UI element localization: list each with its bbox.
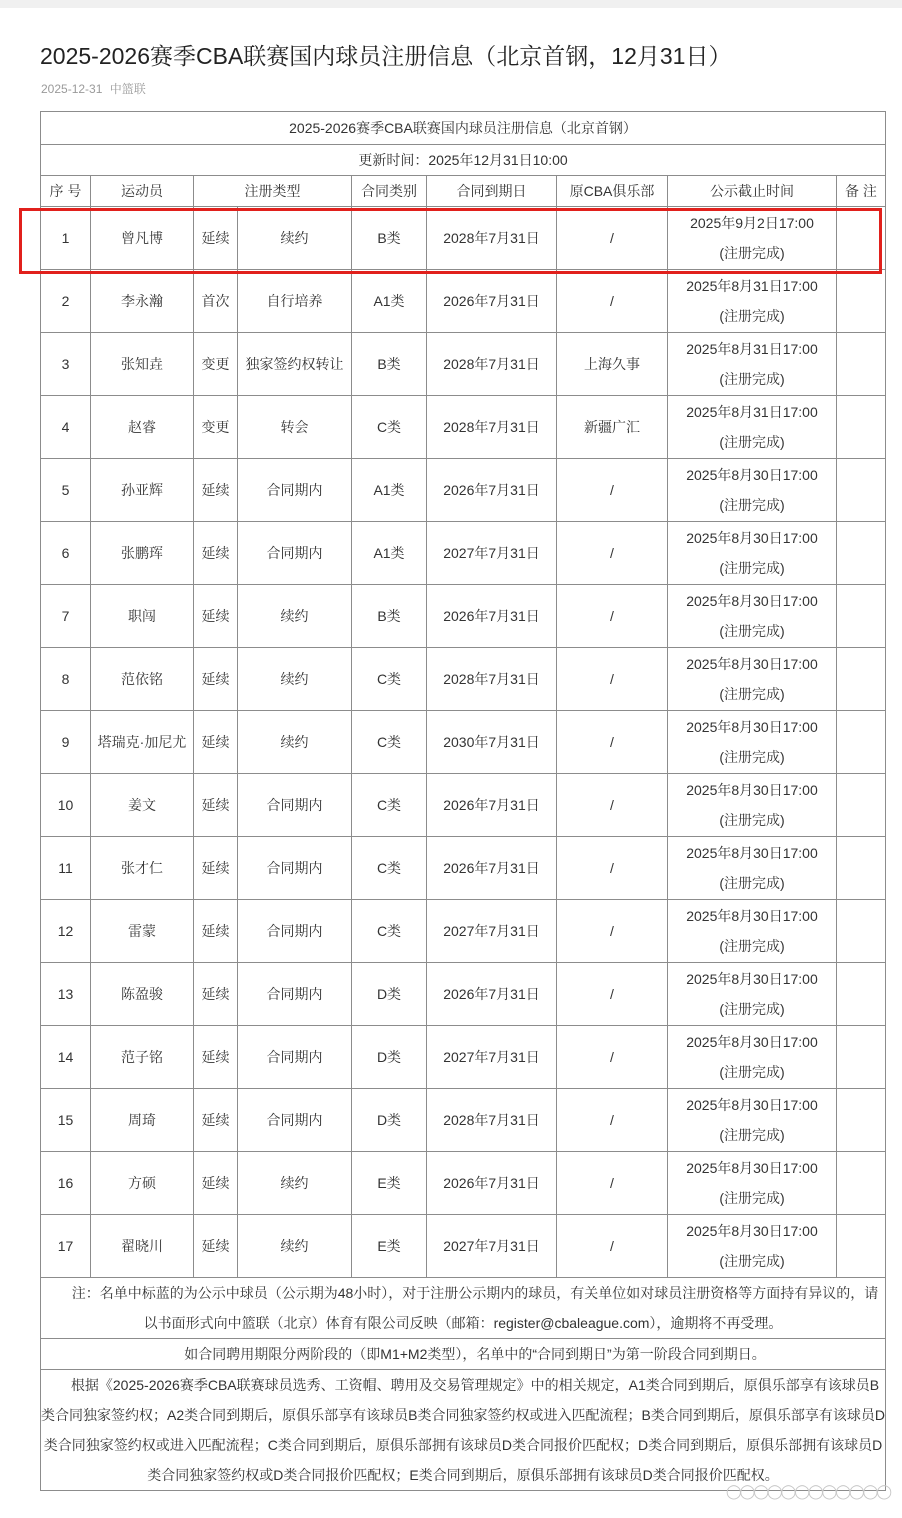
registration-status: (注册完成) <box>719 371 785 387</box>
cell-no: 10 <box>41 774 91 837</box>
cell-prev-club: / <box>557 270 668 333</box>
cell-remark <box>837 648 886 711</box>
cell-deadline <box>668 1215 837 1278</box>
cell-contract-class: A1类 <box>352 522 427 585</box>
cell-expiry: 2026年7月31日 <box>427 963 557 1026</box>
cell-no: 9 <box>41 711 91 774</box>
cell-player: 张才仁 <box>91 837 194 900</box>
cell-reg-subtype: 续约 <box>238 1152 352 1215</box>
note-cell <box>41 1278 886 1339</box>
registration-table <box>40 111 886 1491</box>
cell-no: 5 <box>41 459 91 522</box>
cell-reg-subtype: 续约 <box>238 207 352 270</box>
table-row <box>41 522 886 585</box>
cell-deadline <box>668 333 837 396</box>
table-row <box>41 963 886 1026</box>
table-row <box>41 1215 886 1278</box>
cell-remark <box>837 270 886 333</box>
cell-contract-class: C类 <box>352 711 427 774</box>
cell-deadline <box>668 270 837 333</box>
table-row <box>41 1089 886 1152</box>
cell-reg-type: 变更 <box>194 396 238 459</box>
cell-player: 职闯 <box>91 585 194 648</box>
deadline-time: 2025年8月30日17:00 <box>686 908 818 924</box>
cell-deadline <box>668 900 837 963</box>
note-text: 如合同聘用期限分两阶段的（即M1+M2类型），名单中的“合同到期日”为第一阶段合同到期日。 <box>184 1346 766 1362</box>
cell-prev-club: 新疆广汇 <box>557 396 668 459</box>
table-row <box>41 207 886 270</box>
article-meta <box>41 80 150 97</box>
table-row <box>41 270 886 333</box>
table-row <box>41 333 886 396</box>
cell-deadline <box>668 648 837 711</box>
cell-contract-class: A1类 <box>352 459 427 522</box>
cell-contract-class: C类 <box>352 648 427 711</box>
cell-deadline <box>668 522 837 585</box>
deadline-time: 2025年8月30日17:00 <box>686 593 818 609</box>
cell-deadline <box>668 1152 837 1215</box>
table-row <box>41 837 886 900</box>
header-remark: 备 注 <box>837 176 886 207</box>
update-time: 更新时间：2025年12月31日10:00 <box>41 145 886 176</box>
registration-status: (注册完成) <box>719 1001 785 1017</box>
cell-reg-type: 延续 <box>194 1026 238 1089</box>
page-title: 2025-2026赛季CBA联赛国内球员注册信息（北京首钢，12月31日） <box>40 43 732 69</box>
cell-remark <box>837 963 886 1026</box>
cell-remark <box>837 396 886 459</box>
cell-reg-type: 延续 <box>194 1089 238 1152</box>
cell-remark <box>837 585 886 648</box>
cell-deadline <box>668 711 837 774</box>
cell-expiry: 2026年7月31日 <box>427 837 557 900</box>
table-row <box>41 396 886 459</box>
deadline-time: 2025年8月30日17:00 <box>686 530 818 546</box>
registration-status: (注册完成) <box>719 497 785 513</box>
cell-contract-class: B类 <box>352 333 427 396</box>
table-row <box>41 711 886 774</box>
cell-no: 1 <box>41 207 91 270</box>
cell-player: 赵睿 <box>91 396 194 459</box>
cell-reg-subtype: 合同期内 <box>238 837 352 900</box>
cell-reg-type: 延续 <box>194 648 238 711</box>
table-row <box>41 900 886 963</box>
cell-player: 范依铭 <box>91 648 194 711</box>
cell-remark <box>837 837 886 900</box>
cell-contract-class: E类 <box>352 1152 427 1215</box>
cell-reg-type: 延续 <box>194 711 238 774</box>
note-row <box>41 1370 886 1491</box>
publish-date: 2025-12-31 <box>41 82 103 96</box>
cell-reg-type: 延续 <box>194 585 238 648</box>
header-prev-club: 原CBA俱乐部 <box>557 176 668 207</box>
cell-deadline <box>668 774 837 837</box>
cell-reg-subtype: 合同期内 <box>238 900 352 963</box>
cell-no: 17 <box>41 1215 91 1278</box>
cell-prev-club: / <box>557 1089 668 1152</box>
cell-no: 15 <box>41 1089 91 1152</box>
table-row <box>41 648 886 711</box>
cell-player: 张知垚 <box>91 333 194 396</box>
cell-expiry: 2027年7月31日 <box>427 522 557 585</box>
cell-reg-subtype: 续约 <box>238 585 352 648</box>
cell-player: 孙亚辉 <box>91 459 194 522</box>
cell-reg-subtype: 独家签约权转让 <box>238 333 352 396</box>
cell-reg-subtype: 转会 <box>238 396 352 459</box>
registration-status: (注册完成) <box>719 308 785 324</box>
cell-no: 14 <box>41 1026 91 1089</box>
cell-deadline <box>668 396 837 459</box>
cell-reg-type: 延续 <box>194 459 238 522</box>
cell-deadline <box>668 1089 837 1152</box>
deadline-time: 2025年9月2日17:00 <box>690 215 814 231</box>
cell-player: 张鹏珲 <box>91 522 194 585</box>
table-row <box>41 1026 886 1089</box>
cell-no: 13 <box>41 963 91 1026</box>
cell-remark <box>837 207 886 270</box>
cell-player: 翟晓川 <box>91 1215 194 1278</box>
cell-deadline <box>668 1026 837 1089</box>
registration-status: (注册完成) <box>719 1190 785 1206</box>
cell-no: 7 <box>41 585 91 648</box>
deadline-time: 2025年8月31日17:00 <box>686 278 818 294</box>
cell-reg-type: 变更 <box>194 333 238 396</box>
cell-expiry: 2027年7月31日 <box>427 1026 557 1089</box>
header-player: 运动员 <box>91 176 194 207</box>
note-cell <box>41 1339 886 1370</box>
cell-no: 3 <box>41 333 91 396</box>
cell-prev-club: / <box>557 774 668 837</box>
cell-reg-type: 延续 <box>194 1152 238 1215</box>
registration-status: (注册完成) <box>719 1253 785 1269</box>
cell-player: 周琦 <box>91 1089 194 1152</box>
deadline-time: 2025年8月30日17:00 <box>686 467 818 483</box>
cell-reg-subtype: 合同期内 <box>238 1026 352 1089</box>
cell-remark <box>837 333 886 396</box>
cell-expiry: 2026年7月31日 <box>427 585 557 648</box>
cell-reg-type: 延续 <box>194 1215 238 1278</box>
table-row <box>41 585 886 648</box>
cell-remark <box>837 1026 886 1089</box>
cell-remark <box>837 1089 886 1152</box>
registration-status: (注册完成) <box>719 623 785 639</box>
cell-no: 6 <box>41 522 91 585</box>
registration-status: (注册完成) <box>719 434 785 450</box>
header-no: 序 号 <box>41 176 91 207</box>
cell-no: 8 <box>41 648 91 711</box>
cell-prev-club: / <box>557 207 668 270</box>
cell-deadline <box>668 963 837 1026</box>
cell-reg-type: 延续 <box>194 837 238 900</box>
cell-player: 陈盈骏 <box>91 963 194 1026</box>
header-expiry: 合同到期日 <box>427 176 557 207</box>
cell-remark <box>837 1215 886 1278</box>
cell-remark <box>837 774 886 837</box>
cell-reg-subtype: 合同期内 <box>238 963 352 1026</box>
deadline-time: 2025年8月31日17:00 <box>686 341 818 357</box>
cell-remark <box>837 711 886 774</box>
cell-reg-subtype: 续约 <box>238 1215 352 1278</box>
cell-no: 12 <box>41 900 91 963</box>
registration-status: (注册完成) <box>719 1127 785 1143</box>
cell-no: 11 <box>41 837 91 900</box>
cell-prev-club: / <box>557 963 668 1026</box>
cell-reg-subtype: 合同期内 <box>238 774 352 837</box>
cell-expiry: 2028年7月31日 <box>427 333 557 396</box>
cell-contract-class: D类 <box>352 1026 427 1089</box>
cell-contract-class: C类 <box>352 396 427 459</box>
table-row <box>41 774 886 837</box>
note-row <box>41 1339 886 1370</box>
deadline-time: 2025年8月30日17:00 <box>686 1034 818 1050</box>
deadline-time: 2025年8月30日17:00 <box>686 1160 818 1176</box>
cell-prev-club: / <box>557 837 668 900</box>
cell-remark <box>837 900 886 963</box>
cell-reg-type: 延续 <box>194 900 238 963</box>
cell-contract-class: C类 <box>352 900 427 963</box>
cell-player: 姜文 <box>91 774 194 837</box>
cell-deadline <box>668 459 837 522</box>
cell-expiry: 2028年7月31日 <box>427 396 557 459</box>
deadline-time: 2025年8月30日17:00 <box>686 782 818 798</box>
cell-player: 范子铭 <box>91 1026 194 1089</box>
cell-contract-class: E类 <box>352 1215 427 1278</box>
cell-expiry: 2027年7月31日 <box>427 900 557 963</box>
cell-reg-type: 延续 <box>194 522 238 585</box>
note-row <box>41 1278 886 1339</box>
cell-reg-subtype: 续约 <box>238 648 352 711</box>
header-reg-type: 注册类型 <box>194 176 352 207</box>
deadline-time: 2025年8月30日17:00 <box>686 1223 818 1239</box>
cell-contract-class: D类 <box>352 963 427 1026</box>
cell-player: 塔瑞克·加尼尤 <box>91 711 194 774</box>
cell-reg-subtype: 自行培养 <box>238 270 352 333</box>
cell-player: 曾凡博 <box>91 207 194 270</box>
registration-status: (注册完成) <box>719 875 785 891</box>
cell-contract-class: A1类 <box>352 270 427 333</box>
source-link[interactable]: 中篮联 <box>109 82 146 96</box>
cell-contract-class: D类 <box>352 1089 427 1152</box>
cell-reg-type: 延续 <box>194 774 238 837</box>
note-cell <box>41 1370 886 1491</box>
cell-reg-subtype: 合同期内 <box>238 522 352 585</box>
header-contract-class: 合同类别 <box>352 176 427 207</box>
cell-remark <box>837 459 886 522</box>
cell-no: 2 <box>41 270 91 333</box>
cell-expiry: 2026年7月31日 <box>427 774 557 837</box>
top-band <box>0 0 902 8</box>
cell-prev-club: / <box>557 585 668 648</box>
deadline-time: 2025年8月30日17:00 <box>686 845 818 861</box>
cell-prev-club: 上海久事 <box>557 333 668 396</box>
cell-deadline <box>668 585 837 648</box>
cell-contract-class: B类 <box>352 207 427 270</box>
cell-no: 4 <box>41 396 91 459</box>
watermark-icon: ◯◯◯◯◯◯◯◯◯◯◯◯ <box>726 1483 891 1499</box>
cell-expiry: 2028年7月31日 <box>427 648 557 711</box>
cell-no: 16 <box>41 1152 91 1215</box>
registration-status: (注册完成) <box>719 1064 785 1080</box>
cell-player: 李永瀚 <box>91 270 194 333</box>
cell-reg-subtype: 合同期内 <box>238 1089 352 1152</box>
note-text: 根据《2025-2026赛季CBA联赛球员选秀、工资帽、聘用及交易管理规定》中的相关规定，A1类合同到期后，原俱乐部享有该球员B类合同独家签约权；A2类合同到期后，原俱乐部享有该球员B类合同独家签约权或进入匹配流程；B类合同到期后，原俱乐部享有该球员D类合同独家签约权或进入匹配流程；C类合同到期后，原俱乐部拥有该球员D类合同报价匹配权；D类合同到期后，原俱乐部拥有该球员D类合同独家签约权或D类合同报价匹配权；E类合同到期后，原俱乐部拥有该球员D类合同报价匹配权。 <box>41 1377 885 1483</box>
cell-remark <box>837 522 886 585</box>
cell-prev-club: / <box>557 648 668 711</box>
cell-remark <box>837 1152 886 1215</box>
cell-expiry: 2026年7月31日 <box>427 270 557 333</box>
cell-prev-club: / <box>557 900 668 963</box>
deadline-time: 2025年8月30日17:00 <box>686 656 818 672</box>
deadline-time: 2025年8月30日17:00 <box>686 719 818 735</box>
registration-status: (注册完成) <box>719 812 785 828</box>
cell-expiry: 2026年7月31日 <box>427 1152 557 1215</box>
cell-reg-type: 延续 <box>194 207 238 270</box>
cell-reg-subtype: 续约 <box>238 711 352 774</box>
cell-reg-type: 延续 <box>194 963 238 1026</box>
cell-prev-club: / <box>557 1026 668 1089</box>
table-row <box>41 1152 886 1215</box>
cell-prev-club: / <box>557 459 668 522</box>
cell-prev-club: / <box>557 1215 668 1278</box>
note-text: 注：名单中标蓝的为公示中球员（公示期为48小时），对于注册公示期内的球员，有关单位如对球员注册资格等方面持有异议的，请以书面形式向中篮联（北京）体育有限公司反映（邮箱：register@cbaleague.com），逾期将不再受理。 <box>71 1285 879 1331</box>
registration-status: (注册完成) <box>719 560 785 576</box>
table-header-row <box>41 176 886 207</box>
table-caption: 2025-2026赛季CBA联赛国内球员注册信息（北京首钢） <box>41 112 886 145</box>
registration-status: (注册完成) <box>719 686 785 702</box>
cell-prev-club: / <box>557 522 668 585</box>
cell-player: 方硕 <box>91 1152 194 1215</box>
cell-deadline <box>668 837 837 900</box>
cell-prev-club: / <box>557 1152 668 1215</box>
cell-reg-subtype: 合同期内 <box>238 459 352 522</box>
cell-expiry: 2028年7月31日 <box>427 207 557 270</box>
registration-status: (注册完成) <box>719 245 785 261</box>
cell-deadline <box>668 207 837 270</box>
cell-expiry: 2027年7月31日 <box>427 1215 557 1278</box>
registration-status: (注册完成) <box>719 749 785 765</box>
cell-expiry: 2030年7月31日 <box>427 711 557 774</box>
cell-reg-type: 首次 <box>194 270 238 333</box>
cell-contract-class: C类 <box>352 774 427 837</box>
header-deadline: 公示截止时间 <box>668 176 837 207</box>
cell-contract-class: B类 <box>352 585 427 648</box>
deadline-time: 2025年8月31日17:00 <box>686 404 818 420</box>
table-row <box>41 459 886 522</box>
cell-contract-class: C类 <box>352 837 427 900</box>
deadline-time: 2025年8月30日17:00 <box>686 1097 818 1113</box>
deadline-time: 2025年8月30日17:00 <box>686 971 818 987</box>
cell-expiry: 2026年7月31日 <box>427 459 557 522</box>
cell-player: 雷蒙 <box>91 900 194 963</box>
registration-status: (注册完成) <box>719 938 785 954</box>
cell-expiry: 2028年7月31日 <box>427 1089 557 1152</box>
cell-prev-club: / <box>557 711 668 774</box>
